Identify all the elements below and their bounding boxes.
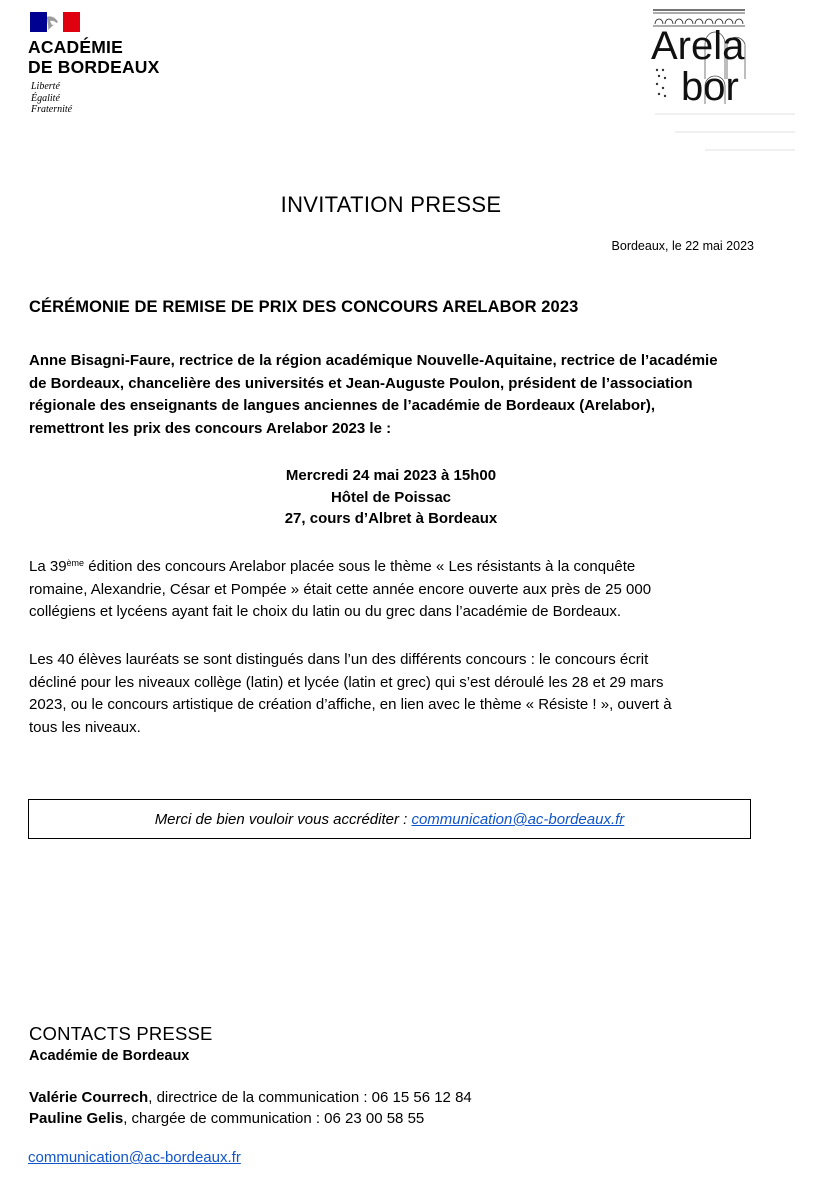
motto-fraternite: Fraternité xyxy=(31,104,73,115)
edition-line: romaine, Alexandrie, César et Pompée » était cette année encore ouverte aux près de 25 000 xyxy=(29,580,652,598)
ceremony-heading: CÉRÉMONIE DE REMISE DE PRIX DES CONCOURS ARELABOR 2023 xyxy=(29,298,579,316)
arelabor-text-top: Arela xyxy=(651,24,745,68)
contact-role: , chargée de communication : 06 23 00 58 55 xyxy=(123,1110,425,1127)
contact-name: Pauline Gelis xyxy=(29,1110,124,1127)
edition-number: La 39 xyxy=(29,558,67,575)
contact-name: Valérie Courrech xyxy=(29,1089,149,1106)
accreditation-email-link[interactable]: communication@ac-bordeaux.fr xyxy=(411,811,625,828)
intro-line: Anne Bisagni-Faure, rectrice de la région académique Nouvelle-Aquitaine, rectrice de l’académie xyxy=(29,352,718,369)
republic-motto xyxy=(31,81,72,116)
academie-name-line1: ACADÉMIE xyxy=(28,37,123,57)
contacts-email-link[interactable]: communication@ac-bordeaux.fr xyxy=(28,1149,241,1166)
edition-line-rest: édition des concours Arelabor placée sous le thème « Les résistants à la conquête xyxy=(84,558,636,575)
contact-line xyxy=(29,1089,472,1106)
motto-liberte: Liberté xyxy=(31,81,60,92)
marianne-flag-icon xyxy=(30,12,80,32)
contacts-organization: Académie de Bordeaux xyxy=(29,1048,190,1064)
contacts-title: CONTACTS PRESSE xyxy=(29,1023,213,1044)
intro-paragraph xyxy=(29,350,759,440)
laureates-line: tous les niveaux. xyxy=(29,718,141,736)
intro-line: remettront les prix des concours Arelabor 2023 le : xyxy=(29,419,392,437)
event-venue: Hôtel de Poissac xyxy=(330,488,452,506)
accreditation-text: Merci de bien vouloir vous accréditer : xyxy=(154,811,412,828)
contact-role: , directrice de la communication : 06 15 56 12 84 xyxy=(148,1089,472,1106)
intro-line: régionale des enseignants de langues anciennes de l’académie de Bordeaux (Arelabor), xyxy=(29,397,656,414)
event-details xyxy=(0,465,782,530)
edition-line: collégiens et lycéens ayant fait le choix du latin ou du grec dans l’académie de Bordeaux. xyxy=(29,603,622,620)
laureates-paragraph xyxy=(29,649,759,739)
contact-line xyxy=(29,1110,424,1127)
academie-name xyxy=(28,37,160,77)
laureates-line: décliné pour les niveaux collège (latin) et lycée (latin et grec) qui s’est déroulé les 28 et 29 mars xyxy=(29,673,664,691)
arelabor-text-bottom: bor xyxy=(681,65,739,109)
edition-line xyxy=(29,556,759,579)
event-address: 27, cours d’Albret à Bordeaux xyxy=(284,510,498,527)
document-title: INVITATION PRESSE xyxy=(280,192,502,217)
accreditation-box xyxy=(28,799,751,839)
laureates-line: Les 40 élèves lauréats se sont distingués dans l’un des différents concours : le concours écrit xyxy=(29,651,649,668)
event-datetime: Mercredi 24 mai 2023 à 15h00 xyxy=(285,467,497,484)
motto-egalite: Égalité xyxy=(31,92,60,104)
academie-name-line2: DE BORDEAUX xyxy=(28,57,160,77)
arelabor-logo xyxy=(645,4,795,154)
laureates-line: 2023, ou le concours artistique de création d’affiche, en lien avec le thème « Résiste ! », ouvert à xyxy=(29,696,672,713)
intro-line: de Bordeaux, chancelière des universités et Jean-Auguste Poulon, président de l’association xyxy=(29,374,693,392)
document-date: Bordeaux, le 22 mai 2023 xyxy=(611,239,754,253)
edition-superscript: ème xyxy=(66,558,85,568)
edition-paragraph xyxy=(29,556,759,624)
